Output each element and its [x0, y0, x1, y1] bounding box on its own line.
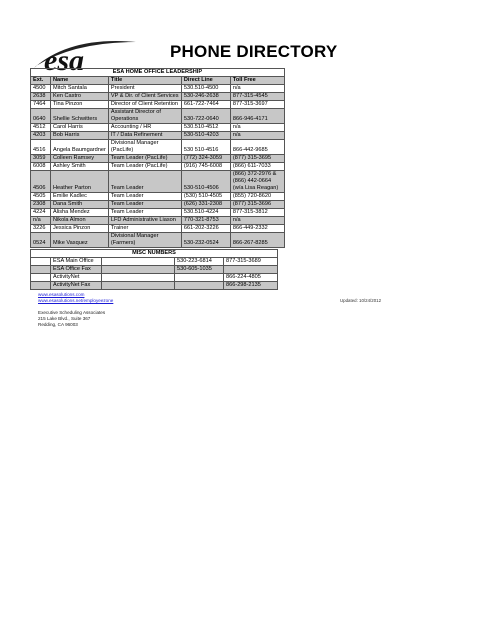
table-cell: 4500: [31, 85, 51, 93]
table-cell: 866-267-8285: [230, 233, 284, 248]
table-cell: Team Leader: [108, 171, 181, 193]
table-cell: Heather Parton: [51, 171, 109, 193]
table-cell: n/a: [230, 124, 284, 132]
table-cell: 3226: [31, 225, 51, 233]
table-cell: (866) 372-2976 & (866) 442-0664 (w/a Lisa Reagan): [230, 171, 284, 193]
table-cell: Divisional Manager (Farmers): [108, 233, 181, 248]
table-cell: n/a: [230, 132, 284, 140]
table-row: [31, 193, 285, 201]
table-row: [31, 101, 285, 109]
table-cell: Director of Client Retention: [108, 101, 181, 109]
table-cell: VP & Dir. of Client Services: [108, 93, 181, 101]
company-address: [38, 310, 105, 328]
table-cell: Accounting / HR: [108, 124, 181, 132]
table-cell: 877-315-3812: [230, 209, 284, 217]
table-cell: [31, 274, 51, 282]
table-cell: 530-232-0524: [181, 233, 230, 248]
table-row: [31, 274, 278, 282]
table-row: [31, 93, 285, 101]
table-cell: Angela Baumgardner: [51, 140, 109, 155]
table-cell: 530-246-2638: [181, 93, 230, 101]
table-cell: 661-202-3226: [181, 225, 230, 233]
table-cell: President: [108, 85, 181, 93]
address-line: 215 Lake Blvd., Suite 367: [38, 316, 91, 321]
table-cell: Bob Harris: [51, 132, 109, 140]
table-cell: 530 510-4516: [181, 140, 230, 155]
table-cell: [102, 266, 175, 274]
table-cell: Team Leader (PacLife): [108, 163, 181, 171]
table-cell: 770-321-8753: [181, 217, 230, 225]
section-heading: ESA HOME OFFICE LEADERSHIP: [31, 69, 285, 77]
logo-text: esa: [44, 44, 84, 76]
table-cell: Title: [108, 77, 181, 85]
table-cell: 530.510-4512: [181, 124, 230, 132]
table-cell: 4203: [31, 132, 51, 140]
table-row: [31, 163, 285, 171]
table-row: [31, 233, 285, 248]
address-line: Redding, CA 96003: [38, 322, 78, 327]
table-cell: [224, 266, 278, 274]
table-cell: 530.510-4500: [181, 85, 230, 93]
table-cell: 7464: [31, 101, 51, 109]
table-cell: Ext.: [31, 77, 51, 85]
table-row: [31, 266, 278, 274]
links: [38, 292, 113, 304]
table-cell: Assistant Director of Operations: [108, 109, 181, 124]
table-cell: n/a: [230, 85, 284, 93]
table-cell: 4505: [31, 193, 51, 201]
table-cell: (916) 745-6008: [181, 163, 230, 171]
table-row: [31, 140, 285, 155]
table-cell: LFD Administrative Liason: [108, 217, 181, 225]
table-cell: [175, 282, 224, 290]
table-row: [31, 155, 285, 163]
table-cell: 866-442-9685: [230, 140, 284, 155]
table-cell: Mike Vasquez: [51, 233, 109, 248]
table-cell: n/a: [31, 217, 51, 225]
table-cell: (530) 510-4505: [181, 193, 230, 201]
table-row: [31, 225, 285, 233]
table-cell: (772) 324-3059: [181, 155, 230, 163]
table-cell: [102, 274, 175, 282]
table-cell: 0640: [31, 109, 51, 124]
table-cell: 2638: [31, 93, 51, 101]
table-cell: 4224: [31, 209, 51, 217]
table-cell: 4516: [31, 140, 51, 155]
table-cell: Carol Harris: [51, 124, 109, 132]
table-row: [31, 124, 285, 132]
table-cell: Dana Smith: [51, 201, 109, 209]
table-cell: Direct Line: [181, 77, 230, 85]
table-cell: IT / Data Refinement: [108, 132, 181, 140]
table-cell: Team Leader: [108, 193, 181, 201]
employee-zone-link[interactable]: www.esasolutions.net/employeezone: [38, 298, 114, 303]
table-cell: 866-449-2332: [230, 225, 284, 233]
table-cell: Divisional Manager (PacLife): [108, 140, 181, 155]
table-cell: (866) 611-7033: [230, 163, 284, 171]
table-cell: [102, 258, 175, 266]
table-row: [31, 282, 278, 290]
table-cell: 866-946-4171: [230, 109, 284, 124]
table-cell: [31, 266, 51, 274]
table-row: [31, 201, 285, 209]
section-heading-row: [31, 69, 285, 77]
table-cell: 877-315-4545: [230, 93, 284, 101]
updated-date: Updated: 10/24/2012: [340, 298, 382, 303]
table-cell: 6008: [31, 163, 51, 171]
table-cell: Emilie Kadlec: [51, 193, 109, 201]
table-cell: n/a: [230, 217, 284, 225]
table-cell: 661-722-7464: [181, 101, 230, 109]
table-cell: 0524: [31, 233, 51, 248]
misc-numbers-table: [30, 249, 278, 290]
table-cell: (626) 331-2308: [181, 201, 230, 209]
table-row: [31, 217, 285, 225]
table-cell: 530-510-4203: [181, 132, 230, 140]
table-row: [31, 171, 285, 193]
table-cell: Alisha Mendez: [51, 209, 109, 217]
section-heading: MISC NUMBERS: [31, 250, 278, 258]
table-cell: [31, 258, 51, 266]
table-cell: 530-510-4506: [181, 171, 230, 193]
table-cell: 3059: [31, 155, 51, 163]
table-cell: Team Leader (PacLife): [108, 155, 181, 163]
table-row: [31, 209, 285, 217]
table-row: [31, 132, 285, 140]
table-row: [31, 258, 278, 266]
table-cell: [102, 282, 175, 290]
table-cell: 4512: [31, 124, 51, 132]
table-cell: Jessica Pinzon: [51, 225, 109, 233]
table-cell: Nikola Almon: [51, 217, 109, 225]
table-cell: Team Leader: [108, 201, 181, 209]
table-cell: Ken Castro: [51, 93, 109, 101]
table-cell: Toll Free: [230, 77, 284, 85]
table-cell: ESA Office Fax: [51, 266, 102, 274]
address-line: Executive Scheduling Associates: [38, 310, 106, 315]
table-cell: Name: [51, 77, 109, 85]
table-cell: ActivityNet: [51, 274, 102, 282]
table-cell: 530-223-6814: [175, 258, 224, 266]
table-cell: 877-315-3697: [230, 101, 284, 109]
table-cell: Trainer: [108, 225, 181, 233]
leadership-table: [30, 68, 285, 248]
table-cell: [31, 282, 51, 290]
table-cell: 4506: [31, 171, 51, 193]
table-cell: Colleen Ramsey: [51, 155, 109, 163]
table-cell: 866-298-2135: [224, 282, 278, 290]
table-cell: 866-224-4805: [224, 274, 278, 282]
table-cell: (855) 720-8620: [230, 193, 284, 201]
table-cell: Ashley Smith: [51, 163, 109, 171]
table-cell: 530-722-0640: [181, 109, 230, 124]
table-cell: 530-605-1035: [175, 266, 224, 274]
table-cell: 530.510-4224: [181, 209, 230, 217]
table-cell: (877) 315-3696: [230, 201, 284, 209]
table-cell: [175, 274, 224, 282]
table-header-row: [31, 77, 285, 85]
section-heading-row: [31, 250, 278, 258]
table-cell: Team Leader: [108, 209, 181, 217]
table-cell: Tina Pinzon: [51, 101, 109, 109]
table-cell: ActivityNet Fax: [51, 282, 102, 290]
table-cell: 877-315-3689: [224, 258, 278, 266]
table-cell: (877) 315-3695: [230, 155, 284, 163]
table-cell: Mitch Santala: [51, 85, 109, 93]
table-cell: 2308: [31, 201, 51, 209]
table-cell: Shellie Schwitters: [51, 109, 109, 124]
page-title: PHONE DIRECTORY: [170, 42, 338, 61]
table-row: [31, 109, 285, 124]
website-link[interactable]: www.esasolutions.com: [38, 292, 85, 297]
table-row: [31, 85, 285, 93]
table-cell: ESA Main Office: [51, 258, 102, 266]
